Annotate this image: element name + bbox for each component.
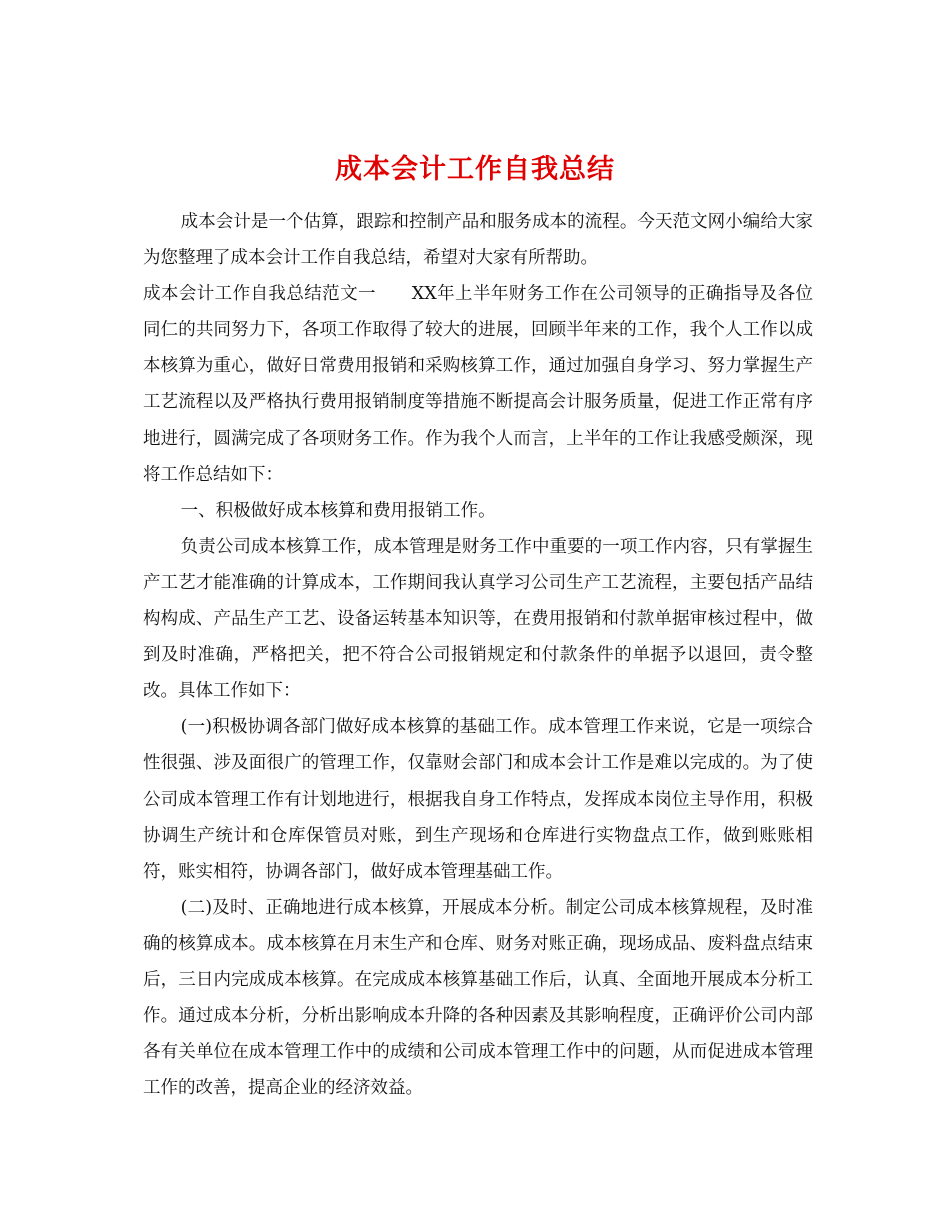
document-title: 成本会计工作自我总结 bbox=[335, 154, 615, 186]
paragraph-item-two: (二)及时、正确地进行成本核算，开展成本分析。制定公司成本核算规程，及时准确的核算成本。成本核算在月末生产和仓库、财务对账正确，现场成品、废料盘点结束后，三日内完成成本核算。在完成成本核算基础工作后，认真、全面地开展成本分析工作。通过成本分析，分析出影响成本升降的各种因素及其影响程度，正确评价公司内部各有关单位在成本管理工作中的成绩和公司成本管理工作中的问题，从而促进成本管理工作的改善，提高企业的经济效益。 bbox=[143, 897, 813, 1099]
paragraph-sample-one: 成本会计工作自我总结范文一 XX年上半年财务工作在公司领导的正确指导及各位同仁的共同努力下，各项工作取得了较大的进展，回顾半年来的工作，我个人工作以成本核算为重心，做好日常费用报销和采购核算工作，通过加强自身学习、努力掌握生产工艺流程以及严格执行费用报销制度等措施不断提高会计服务质量，促进工作正常有序地进行，圆满完成了各项财务工作。作为我个人而言，上半年的工作让我感受颇深，现将工作总结如下： bbox=[143, 284, 813, 485]
paragraph-cost-accounting: 负责公司成本核算工作，成本管理是财务工作中重要的一项工作内容，只有掌握生产工艺才能准确的计算成本，工作期间我认真学习公司生产工艺流程，主要包括产品结构构成、产品生产工艺、设备运转基本知识等，在费用报销和付款单据审核过程中，做到及时准确，严格把关，把不符合公司报销规定和付款条件的单据予以退回，责令整改。具体工作如下： bbox=[143, 536, 813, 702]
paragraph-item-one: (一)积极协调各部门做好成本核算的基础工作。成本管理工作来说，它是一项综合性很强、涉及面很广的管理工作，仅靠财会部门和成本会计工作是难以完成的。为了使公司成本管理工作有计划地进行，根据我自身工作特点，发挥成本岗位主导作用，积极协调生产统计和仓库保管员对账，到生产现场和仓库进行实物盘点工作，做到账账相符，账实相符，协调各部门，做好成本管理基础工作。 bbox=[143, 717, 813, 882]
section-heading-one: 一、积极做好成本核算和费用报销工作。 bbox=[180, 500, 496, 521]
paragraph-intro: 成本会计是一个估算，跟踪和控制产品和服务成本的流程。今天范文网小编给大家为您整理了成本会计工作自我总结，希望对大家有所帮助。 bbox=[143, 212, 813, 269]
document-body bbox=[143, 204, 813, 1106]
